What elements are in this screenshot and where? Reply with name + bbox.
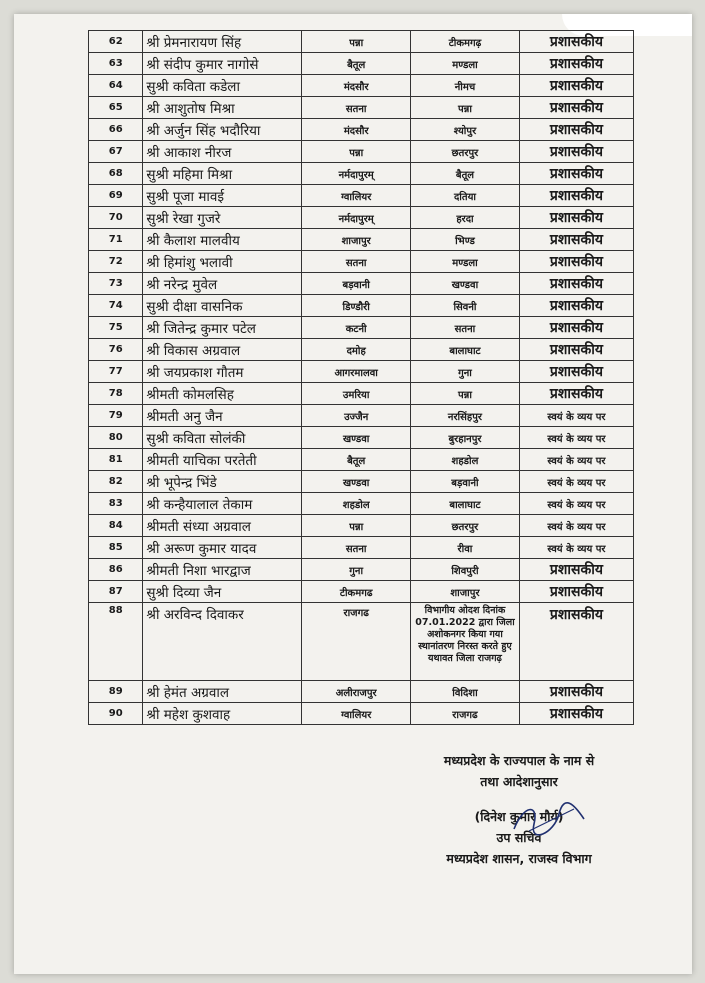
officer-name-cell: सुश्री महिमा मिश्रा (143, 163, 302, 185)
serial-number-cell: 71 (89, 229, 143, 251)
serial-number-cell: 88 (89, 603, 143, 681)
transfer-type-cell: स्वयं के व्यय पर (519, 537, 633, 559)
new-district-cell: बालाघाट (411, 493, 520, 515)
serial-number-cell: 83 (89, 493, 143, 515)
new-district-cell: नरसिंहपुर (411, 405, 520, 427)
current-district-cell: बैतूल (302, 53, 411, 75)
officer-name-cell: श्री जयप्रकाश गौतम (143, 361, 302, 383)
officer-name-cell: श्री महेश कुशवाह (143, 703, 302, 725)
current-district-cell: दमोह (302, 339, 411, 361)
serial-number-cell: 90 (89, 703, 143, 725)
new-district-cell: बड़वानी (411, 471, 520, 493)
serial-number-cell: 85 (89, 537, 143, 559)
new-district-cell: शहडोल (411, 449, 520, 471)
officer-name-cell: श्री नरेन्द्र मुवेल (143, 273, 302, 295)
serial-number-cell: 74 (89, 295, 143, 317)
new-district-cell: विभागीय ओदश दिनांक 07.01.2022 द्वारा जिला अशोकनगर किया गया स्थानांतरण निरस्त करते हुए यथावत जिला राजगढ़ (411, 603, 520, 681)
serial-number-cell: 89 (89, 681, 143, 703)
transfer-type-cell: प्रशासकीय (519, 163, 633, 185)
serial-number-cell: 70 (89, 207, 143, 229)
table-row (89, 317, 634, 339)
current-district-cell: आगरमालवा (302, 361, 411, 383)
officer-name-cell: श्रीमती याचिका परतेती (143, 449, 302, 471)
signatory-designation: उप सचिव (496, 830, 542, 845)
current-district-cell: ग्वालियर (302, 703, 411, 725)
current-district-cell: ग्वालियर (302, 185, 411, 207)
serial-number-cell: 69 (89, 185, 143, 207)
table-row (89, 75, 634, 97)
current-district-cell: नर्मदापुरम् (302, 207, 411, 229)
serial-number-cell: 63 (89, 53, 143, 75)
current-district-cell: खण्डवा (302, 427, 411, 449)
transfer-type-cell: प्रशासकीय (519, 31, 633, 53)
table-row (89, 449, 634, 471)
serial-number-cell: 80 (89, 427, 143, 449)
table-row (89, 471, 634, 493)
current-district-cell: राजगढ (302, 603, 411, 681)
new-district-cell: सतना (411, 317, 520, 339)
transfer-type-cell: स्वयं के व्यय पर (519, 471, 633, 493)
serial-number-cell: 81 (89, 449, 143, 471)
transfer-type-cell: प्रशासकीय (519, 603, 633, 681)
serial-number-cell: 72 (89, 251, 143, 273)
transfer-type-cell: प्रशासकीय (519, 251, 633, 273)
officer-name-cell: श्री आकाश नीरज (143, 141, 302, 163)
current-district-cell: सतना (302, 537, 411, 559)
current-district-cell: टीकमगढ (302, 581, 411, 603)
serial-number-cell: 75 (89, 317, 143, 339)
table-row (89, 31, 634, 53)
new-district-cell: मण्डला (411, 251, 520, 273)
new-district-cell: दतिया (411, 185, 520, 207)
signatory-name: (दिनेश कुमार मौर्य) (474, 809, 564, 824)
new-district-cell: शिवपुरी (411, 559, 520, 581)
current-district-cell: सतना (302, 97, 411, 119)
new-district-cell: हरदा (411, 207, 520, 229)
officer-name-cell: श्री कन्हैयालाल तेकाम (143, 493, 302, 515)
transfer-type-cell: प्रशासकीय (519, 119, 633, 141)
table-row (89, 53, 634, 75)
new-district-cell: श्योपुर (411, 119, 520, 141)
serial-number-cell: 84 (89, 515, 143, 537)
table-body (89, 31, 634, 725)
officer-name-cell: श्रीमती संध्या अग्रवाल (143, 515, 302, 537)
current-district-cell: अलीराजपुर (302, 681, 411, 703)
new-district-cell: बैतूल (411, 163, 520, 185)
table-row (89, 295, 634, 317)
serial-number-cell: 86 (89, 559, 143, 581)
table-row (89, 581, 634, 603)
current-district-cell: शाजापुर (302, 229, 411, 251)
current-district-cell: सतना (302, 251, 411, 273)
transfer-type-cell: प्रशासकीय (519, 703, 633, 725)
serial-number-cell: 87 (89, 581, 143, 603)
transfer-type-cell: प्रशासकीय (519, 97, 633, 119)
serial-number-cell: 73 (89, 273, 143, 295)
serial-number-cell: 67 (89, 141, 143, 163)
table-row (89, 339, 634, 361)
new-district-cell: छतरपुर (411, 515, 520, 537)
serial-number-cell: 64 (89, 75, 143, 97)
current-district-cell: उमरिया (302, 383, 411, 405)
serial-number-cell: 79 (89, 405, 143, 427)
table-row (89, 185, 634, 207)
table-row (89, 383, 634, 405)
transfer-type-cell: प्रशासकीय (519, 339, 633, 361)
officer-name-cell: श्री हिमांशु भलावी (143, 251, 302, 273)
current-district-cell: गुना (302, 559, 411, 581)
new-district-cell: गुना (411, 361, 520, 383)
serial-number-cell: 68 (89, 163, 143, 185)
new-district-cell: खण्डवा (411, 273, 520, 295)
table-row (89, 163, 634, 185)
current-district-cell: पन्ना (302, 31, 411, 53)
officer-name-cell: श्री आशुतोष मिश्रा (143, 97, 302, 119)
officer-name-cell: श्रीमती कोमलसिह (143, 383, 302, 405)
transfer-type-cell: प्रशासकीय (519, 53, 633, 75)
transfer-type-cell: प्रशासकीय (519, 75, 633, 97)
table-row (89, 559, 634, 581)
serial-number-cell: 65 (89, 97, 143, 119)
transfer-type-cell: प्रशासकीय (519, 207, 633, 229)
officer-name-cell: सुश्री दिव्या जैन (143, 581, 302, 603)
transfer-type-cell: प्रशासकीय (519, 559, 633, 581)
transfer-type-cell: प्रशासकीय (519, 361, 633, 383)
officer-name-cell: श्रीमती अनु जैन (143, 405, 302, 427)
serial-number-cell: 62 (89, 31, 143, 53)
table-row (89, 97, 634, 119)
table-row (89, 119, 634, 141)
current-district-cell: पन्ना (302, 515, 411, 537)
current-district-cell: नर्मदापुरम् (302, 163, 411, 185)
new-district-cell: पन्ना (411, 383, 520, 405)
table-row (89, 537, 634, 559)
table-row (89, 229, 634, 251)
officer-name-cell: सुश्री कविता सोलंकी (143, 427, 302, 449)
new-district-cell: टीकमगढ़ (411, 31, 520, 53)
current-district-cell: मंदसौर (302, 119, 411, 141)
officer-name-cell: श्रीमती निशा भारद्वाज (143, 559, 302, 581)
serial-number-cell: 76 (89, 339, 143, 361)
handwritten-signature-icon (504, 799, 594, 839)
current-district-cell: पन्ना (302, 141, 411, 163)
signature-line2: तथा आदेशानुसार (480, 774, 558, 789)
new-district-cell: छतरपुर (411, 141, 520, 163)
transfer-type-cell: प्रशासकीय (519, 185, 633, 207)
transfer-type-cell: स्वयं के व्यय पर (519, 427, 633, 449)
transfer-type-cell: स्वयं के व्यय पर (519, 515, 633, 537)
current-district-cell: उज्जैन (302, 405, 411, 427)
current-district-cell: बड़वानी (302, 273, 411, 295)
officer-name-cell: श्री अर्जुन सिंह भदौरिया (143, 119, 302, 141)
new-district-cell: बुरहानपुर (411, 427, 520, 449)
transfer-type-cell: प्रशासकीय (519, 581, 633, 603)
officer-name-cell: श्री विकास अग्रवाल (143, 339, 302, 361)
transfer-type-cell: स्वयं के व्यय पर (519, 493, 633, 515)
new-district-cell: पन्ना (411, 97, 520, 119)
serial-number-cell: 78 (89, 383, 143, 405)
current-district-cell: बैतूल (302, 449, 411, 471)
current-district-cell: शहडोल (302, 493, 411, 515)
new-district-cell: राजगढ (411, 703, 520, 725)
new-district-cell: नीमच (411, 75, 520, 97)
transfer-type-cell: प्रशासकीय (519, 229, 633, 251)
table-row (89, 515, 634, 537)
table-row (89, 405, 634, 427)
officer-name-cell: श्री हेमंत अग्रवाल (143, 681, 302, 703)
transfer-type-cell: स्वयं के व्यय पर (519, 405, 633, 427)
table-row (89, 427, 634, 449)
table-row (89, 207, 634, 229)
officer-name-cell: श्री संदीप कुमार नागोसे (143, 53, 302, 75)
new-district-cell: सिवनी (411, 295, 520, 317)
new-district-cell: विदिशा (411, 681, 520, 703)
serial-number-cell: 77 (89, 361, 143, 383)
table-row (89, 681, 634, 703)
current-district-cell: मंदसौर (302, 75, 411, 97)
serial-number-cell: 82 (89, 471, 143, 493)
officer-name-cell: श्री भूपेन्द्र भिंडे (143, 471, 302, 493)
table-row (89, 703, 634, 725)
table-row (89, 141, 634, 163)
transfer-type-cell: प्रशासकीय (519, 383, 633, 405)
table-row (89, 361, 634, 383)
new-district-cell: शाजापुर (411, 581, 520, 603)
current-district-cell: कटनी (302, 317, 411, 339)
transfer-type-cell: प्रशासकीय (519, 141, 633, 163)
officer-name-cell: सुश्री रेखा गुजरे (143, 207, 302, 229)
transfer-type-cell: प्रशासकीय (519, 295, 633, 317)
transfer-type-cell: स्वयं के व्यय पर (519, 449, 633, 471)
officer-name-cell: श्री प्रेमनारायण सिंह (143, 31, 302, 53)
table-row (89, 603, 634, 681)
officer-name-cell: सुश्री पूजा मावई (143, 185, 302, 207)
signature-line1: मध्यप्रदेश के राज्यपाल के नाम से (443, 753, 595, 768)
new-district-cell: मण्डला (411, 53, 520, 75)
table-row (89, 251, 634, 273)
table-row (89, 493, 634, 515)
signatory-department: मध्यप्रदेश शासन, राजस्व विभाग (446, 851, 592, 866)
document-page (14, 14, 692, 974)
officer-name-cell: श्री जितेन्द्र कुमार पटेल (143, 317, 302, 339)
officer-name-cell: सुश्री दीक्षा वासनिक (143, 295, 302, 317)
officer-name-cell: श्री अरविन्द दिवाकर (143, 603, 302, 681)
current-district-cell: खण्डवा (302, 471, 411, 493)
new-district-cell: रीवा (411, 537, 520, 559)
officer-name-cell: श्री कैलाश मालवीय (143, 229, 302, 251)
current-district-cell: डिण्डौरी (302, 295, 411, 317)
transfer-type-cell: प्रशासकीय (519, 317, 633, 339)
table-row (89, 273, 634, 295)
new-district-cell: भिण्ड (411, 229, 520, 251)
serial-number-cell: 66 (89, 119, 143, 141)
officer-name-cell: सुश्री कविता कडेला (143, 75, 302, 97)
transfer-type-cell: प्रशासकीय (519, 681, 633, 703)
transfer-type-cell: प्रशासकीय (519, 273, 633, 295)
new-district-cell: बालाघाट (411, 339, 520, 361)
officer-name-cell: श्री अरूण कुमार यादव (143, 537, 302, 559)
transfer-table (88, 30, 634, 725)
